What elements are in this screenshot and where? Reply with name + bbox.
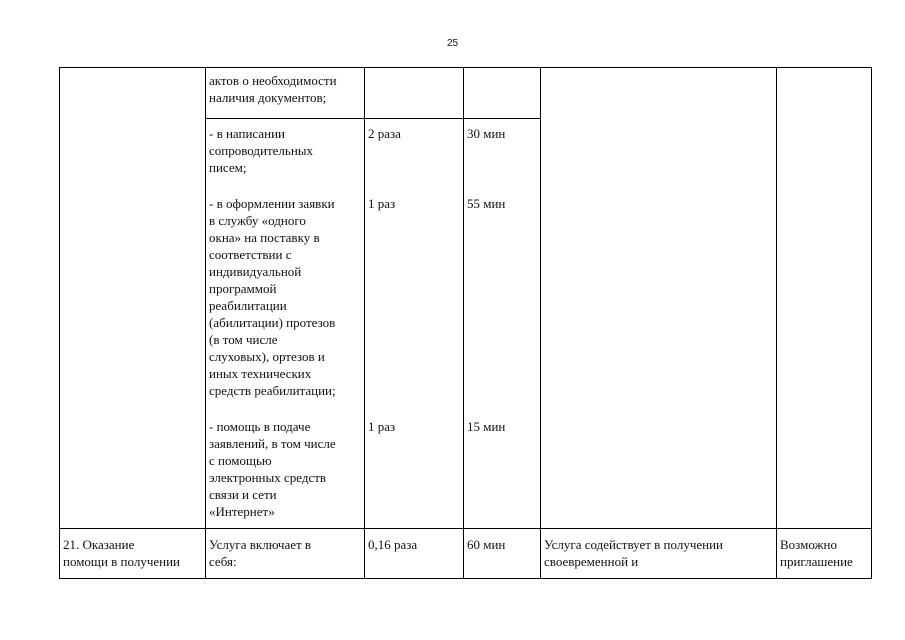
list-item — [368, 418, 460, 435]
cell-frequency-items — [365, 119, 464, 529]
text-line: программой — [209, 281, 277, 296]
list-item — [467, 418, 537, 435]
cell-frequency — [365, 529, 464, 579]
duration-value: 30 мин — [467, 126, 506, 141]
text-line: в службу «одного — [209, 213, 306, 228]
text-line: - в написании — [209, 126, 286, 141]
cell-result — [541, 529, 777, 579]
list-item — [209, 125, 361, 176]
text-line: своевременной и — [544, 554, 639, 569]
list-item — [368, 125, 460, 176]
text-line: заявлений, в том числе — [209, 436, 336, 451]
cell-notes-empty — [777, 68, 872, 529]
text-line: Возможно — [780, 537, 837, 552]
text-line: реабилитации — [209, 298, 287, 313]
cell-duration-empty — [464, 68, 541, 119]
text-line: средств реабилитации; — [209, 383, 336, 398]
text-line: (в том числе — [209, 332, 278, 347]
frequency-value: 2 раза — [368, 126, 401, 141]
duration-value: 55 мин — [467, 196, 506, 211]
text-line: Услуга содействует в получении — [544, 537, 724, 552]
text-line: помощи в получении — [63, 554, 180, 569]
table-row-continued-head — [60, 68, 872, 119]
cell-duration-items — [464, 119, 541, 529]
text-line: писем; — [209, 160, 247, 175]
list-item — [467, 195, 537, 399]
page-number: 25 — [446, 38, 459, 49]
text-line: электронных средств — [209, 470, 327, 485]
text-line: иных технических — [209, 366, 312, 381]
text-line: «Интернет» — [209, 504, 275, 519]
cell-description-head — [206, 68, 365, 119]
text-line: слуховых), ортезов и — [209, 349, 325, 364]
text-line: актов о необходимости — [209, 73, 337, 88]
text-line: - помощь в подаче — [209, 419, 311, 434]
frequency-value: 1 раз — [368, 419, 396, 434]
list-item — [467, 125, 537, 176]
text-line: с помощью — [209, 453, 272, 468]
text-line: сопроводительных — [209, 143, 314, 158]
table-row-21 — [60, 529, 872, 579]
frequency-value: 0,16 раза — [368, 537, 418, 552]
cell-description-items — [206, 119, 365, 529]
cell-result-empty — [541, 68, 777, 529]
cell-service-name — [60, 529, 206, 579]
list-item — [368, 195, 460, 399]
text-line: Услуга включает в — [209, 537, 312, 552]
duration-value: 60 мин — [467, 537, 506, 552]
text-line: 21. Оказание — [63, 537, 135, 552]
text-line: соответствии с — [209, 247, 292, 262]
text-line: индивидуальной — [209, 264, 302, 279]
cell-frequency-empty — [365, 68, 464, 119]
text-line: - в оформлении заявки — [209, 196, 335, 211]
cell-duration — [464, 529, 541, 579]
text-line: наличия документов; — [209, 90, 327, 105]
text-line: окна» на поставку в — [209, 230, 320, 245]
list-item — [209, 418, 361, 520]
cell-service-name-empty — [60, 68, 206, 529]
text-line: связи и сети — [209, 487, 277, 502]
cell-description — [206, 529, 365, 579]
text-line: приглашение — [780, 554, 853, 569]
services-table — [59, 67, 872, 579]
list-item — [209, 195, 361, 399]
text-line: себя: — [209, 554, 237, 569]
text-line: (абилитации) протезов — [209, 315, 336, 330]
duration-value: 15 мин — [467, 419, 506, 434]
frequency-value: 1 раз — [368, 196, 396, 211]
cell-notes — [777, 529, 872, 579]
